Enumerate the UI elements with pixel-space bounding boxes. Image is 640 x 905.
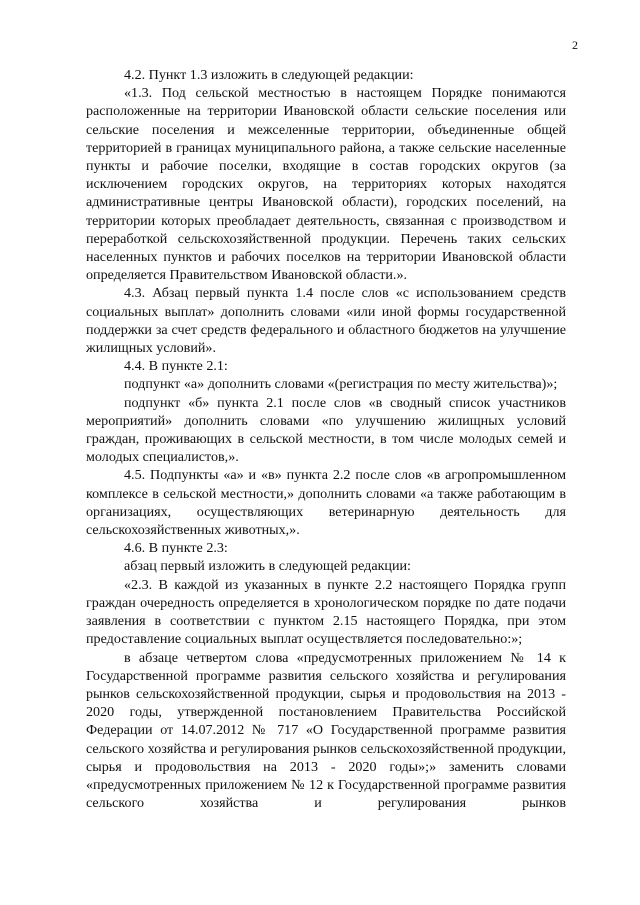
paragraph-4-6: 4.6. В пункте 2.3: xyxy=(124,540,228,557)
paragraph-4-2: 4.2. Пункт 1.3 изложить в следующей редакции: xyxy=(124,67,414,83)
paragraph-subitem-b: подпункт «б» пункта 2.1 после слов «в сводный список участников мероприятий» дополнить словами «по улучшению жилищных условий граждан, проживающих в сельской местности, в том числе молодых семей и молодых специалистов,». xyxy=(86,394,566,466)
paragraph-first-abzac: абзац первый изложить в следующей редакции: xyxy=(124,558,411,575)
paragraph-4-3: 4.3. Абзац первый пункта 1.4 после слов «с использованием средств социальных выплат» дополнить словами «или иной формы государственной поддержки за счет средств федерального и областного бюджетов на улучшение жилищных условий». xyxy=(86,285,566,357)
paragraph-2-3-text: «2.3. В каждой из указанных в пункте 2.2 настоящего Порядка групп граждан очередность определяется в хронологическом порядке по дате подачи заявления в соответствии с пунктом 2.15 настоящего Порядка, при этом предоставление социальных выплат осуществляется последовательно:»; xyxy=(86,576,566,648)
paragraph-4-5: 4.5. Подпункты «а» и «в» пункта 2.2 после слов «в агропромышленном комплексе в сельской местности,» дополнить словами «а также работающим в организациях, осуществляющих ветеринарную деятельность для сельскохозяйственных животных,». xyxy=(86,467,566,539)
paragraph-fourth-abzac: в абзаце четвертом слова «предусмотренных приложением № 14 к Государственной программе развития сельского хозяйства и регулирования рынков сельскохозяйственной продукции, сырья и продовольствия на 2013 - 2020 годы, утвержденной постановлением Правительства Российской Федерации от 14.07.2012 № 717 «О Государственной программе развития сельского хозяйства и регулирования рынков сельскохозяйственной продукции, сырья и продовольствия на 2013 - 2020 годы»;» заменить словами «предусмотренных приложением № 12 к Государственной программе развития сельского хозяйства и регулирования рынков xyxy=(86,649,566,812)
page-number: 2 xyxy=(572,38,578,52)
document-body xyxy=(86,66,566,812)
paragraph-subitem-a: подпункт «а» дополнить словами «(регистрация по месту жительства)»; xyxy=(124,376,558,393)
paragraph-1-3-text: «1.3. Под сельской местностью в настоящем Порядке понимаются расположенные на территории Ивановской области сельские поселения или сельские поселения и межселенные территории, объединенные общей территорией в границах муниципального района, а также сельские населенные пункты и рабочие поселки, входящие в состав городских округов (за исключением городских округов, на территориях которых находятся административные центры Ивановской области), городских поселений, на территории которых преобладает деятельность, связанная с производством и переработкой сельскохозяйственной продукции. Перечень таких сельских населенных пунктов и рабочих поселков на территории Ивановской области определяется Правительством Ивановской области.». xyxy=(86,85,566,284)
paragraph-4-4: 4.4. В пункте 2.1: xyxy=(124,358,228,375)
